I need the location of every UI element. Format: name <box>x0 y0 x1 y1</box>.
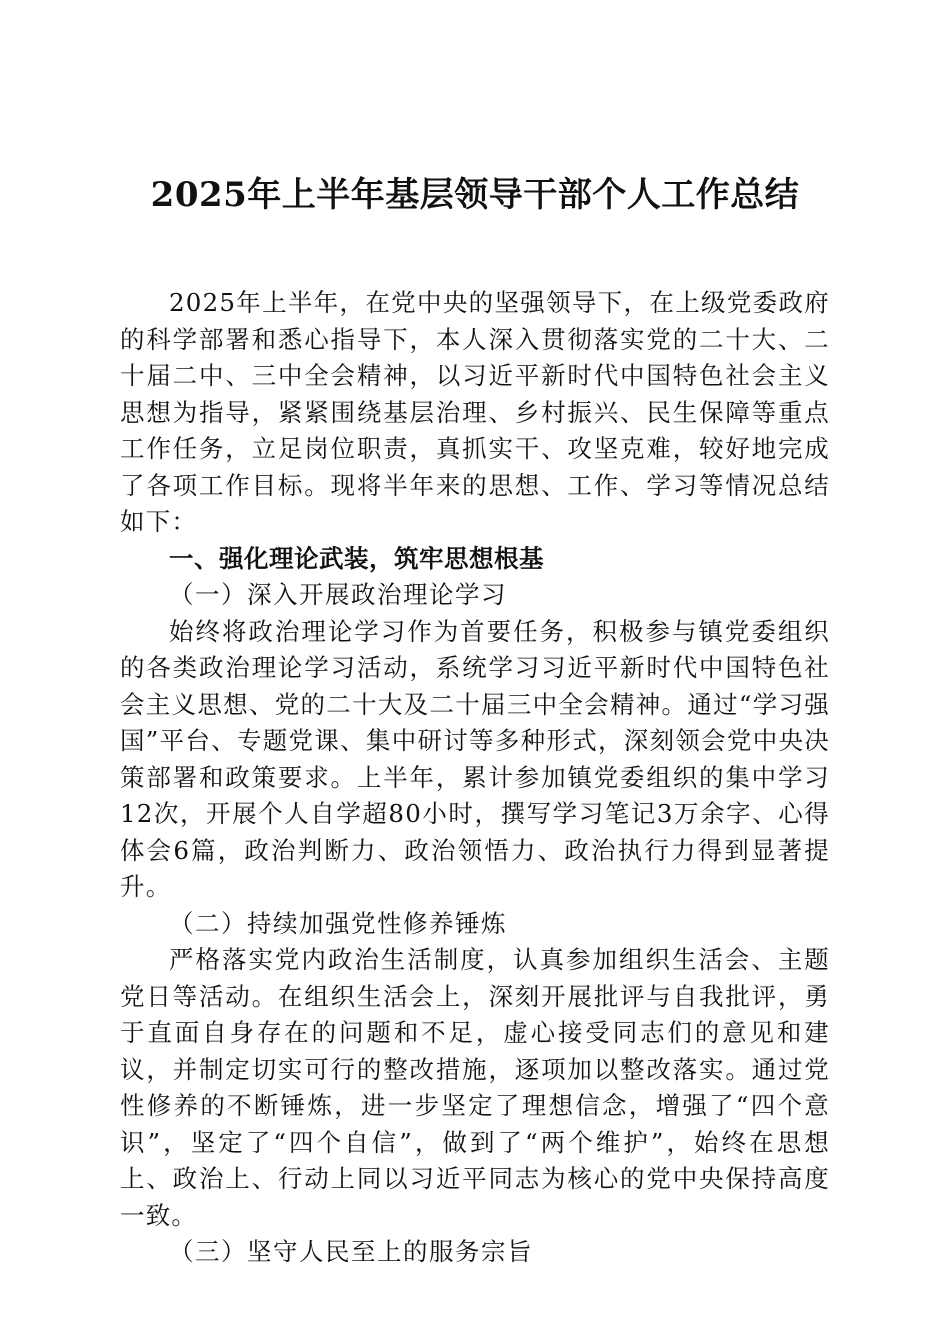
section-1-heading: 一、强化理论武装，筑牢思想根基 <box>169 543 544 573</box>
subsection-1-heading: （一）深入开展政治理论学习 <box>169 580 507 609</box>
subsection-1-paragraph: 始终将政治理论学习作为首要任务，积极参与镇党委组织的各类政治理论学习活动，系统学习习近平新时代中国特色社会主义思想、党的二十大及二十届三中全会精神。通过“学习强国”平台、专题党课、集中研讨等多种形式，深刻领会党中央决策部署和政策要求。上半年，累计参加镇党委组织的集中学习12次，开展个人自学超80小时，撰写学习笔记3万余字、心得体会6篇，政治判断力、政治领悟力、政治执行力得到显著提升。 <box>120 616 830 901</box>
subsection-2-heading: （二）持续加强党性修养锤炼 <box>169 908 507 938</box>
document-title: 2025年上半年基层领导干部个人工作总结 <box>150 175 800 215</box>
intro-paragraph: 2025年上半年，在党中央的坚强领导下，在上级党委政府的科学部署和悉心指导下，本人深入贯彻落实党的二十大、二十届二中、三中全会精神，以习近平新时代中国特色社会主义思想为指导，紧紧围绕基层治理、乡村振兴、民生保障等重点工作任务，立足岗位职责，真抓实干、攻坚克难，较好地完成了各项工作目标。现将半年来的思想、工作、学习等情况总结如下： <box>120 288 830 536</box>
document-body <box>120 285 830 1271</box>
subsection-3-heading: （三）坚守人民至上的服务宗旨 <box>169 1237 533 1266</box>
subsection-2-paragraph: 严格落实党内政治生活制度，认真参加组织生活会、主题党日等活动。在组织生活会上，深刻开展批评与自我批评，勇于直面自身存在的问题和不足，虚心接受同志们的意见和建议，并制定切实可行的整改措施，逐项加以整改落实。通过党性修养的不断锤炼，进一步坚定了理想信念，增强了“四个意识”，坚定了“四个自信”，做到了“两个维护”，始终在思想上、政治上、行动上同以习近平同志为核心的党中央保持高度一致。 <box>120 945 830 1230</box>
